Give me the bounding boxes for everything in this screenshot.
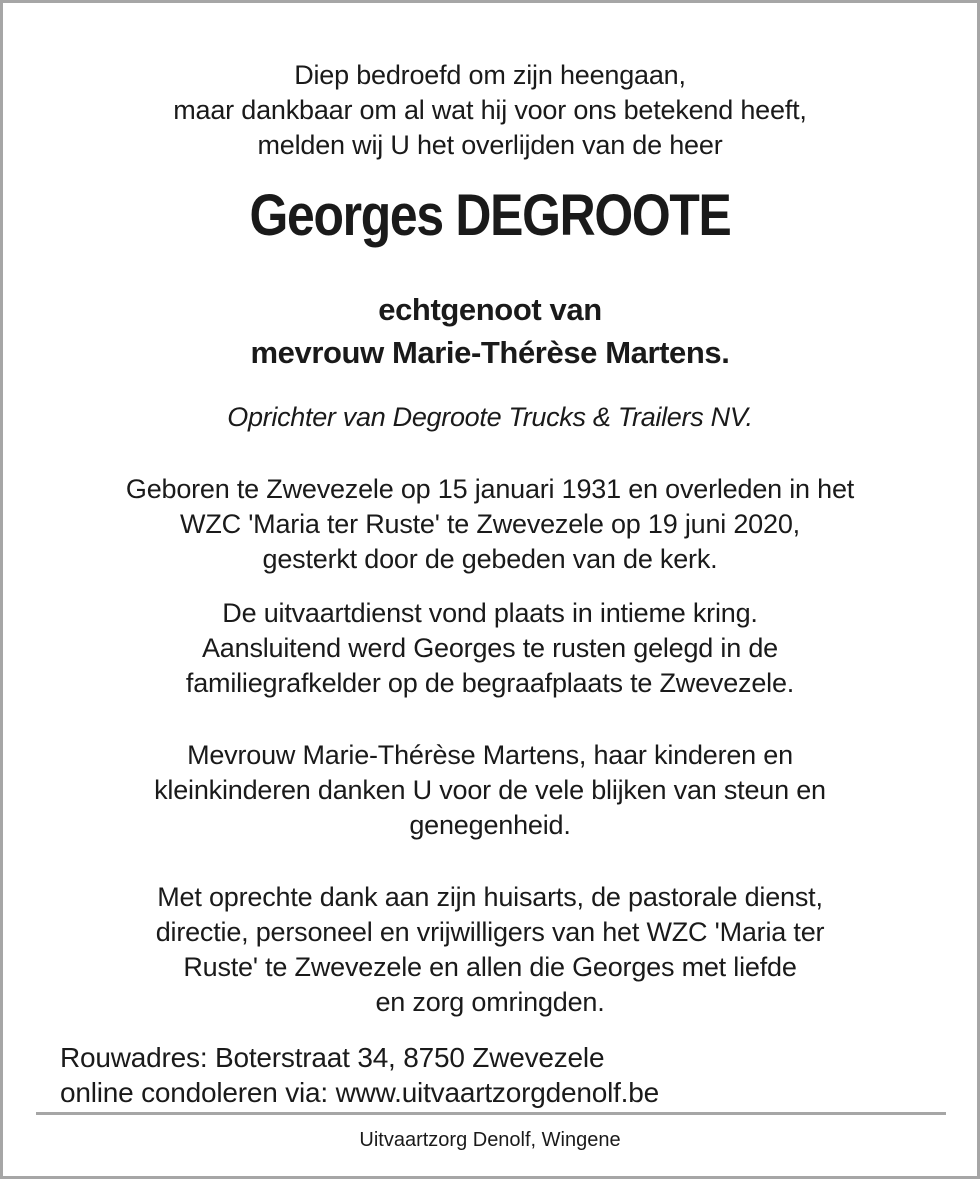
footer-divider [36, 1112, 946, 1115]
funeral-line-2: Aansluitend werd Georges te rusten gelegd in de [202, 633, 778, 663]
thanks-care-line-3: Ruste' te Zwevezele en allen die Georges met liefde [183, 952, 797, 982]
thanks-family-line-1: Mevrouw Marie-Thérèse Martens, haar kinderen en [187, 740, 793, 770]
condolence-link[interactable]: online condoleren via: www.uitvaartzorgdenolf.be [60, 1077, 659, 1108]
funeral-line-1: De uitvaartdienst vond plaats in intieme kring. [222, 598, 758, 628]
thanks-care-line-1: Met oprechte dank aan zijn huisarts, de pastorale dienst, [157, 882, 823, 912]
thanks-care-line-4: en zorg omringden. [375, 987, 605, 1017]
birth-death-line-2: WZC 'Maria ter Ruste' te Zwevezele op 19 juni 2020, [180, 509, 800, 539]
birth-death-line-3: gesterkt door de gebeden van de kerk. [262, 544, 718, 574]
mourning-address: Rouwadres: Boterstraat 34, 8750 Zwevezele [60, 1042, 605, 1073]
spouse-line-2: mevrouw Marie-Thérèse Martens. [250, 335, 730, 370]
intro-line-1: Diep bedroefd om zijn heengaan, [294, 60, 686, 90]
funeral-line-3: familiegrafkelder op de begraafplaats te Zwevezele. [185, 668, 795, 698]
thanks-care-line-2: directie, personeel en vrijwilligers van het WZC 'Maria ter [155, 917, 825, 947]
birth-death-line-1: Geboren te Zwevezele op 15 januari 1931 en overleden in het [125, 474, 855, 504]
intro-line-3: melden wij U het overlijden van de heer [257, 130, 723, 160]
founder-title: Oprichter van Degroote Trucks & Trailers NV. [227, 402, 753, 432]
funeral-home-credit: Uitvaartzorg Denolf, Wingene [359, 1129, 621, 1151]
thanks-family-line-2: kleinkinderen danken U voor de vele blijken van steun en [154, 775, 826, 805]
spouse-line-1: echtgenoot van [378, 292, 602, 327]
thanks-family-line-3: genegenheid. [409, 810, 571, 840]
intro-line-2: maar dankbaar om al wat hij voor ons betekend heeft, [173, 95, 807, 125]
deceased-name: Georges DEGROOTE [249, 183, 731, 248]
